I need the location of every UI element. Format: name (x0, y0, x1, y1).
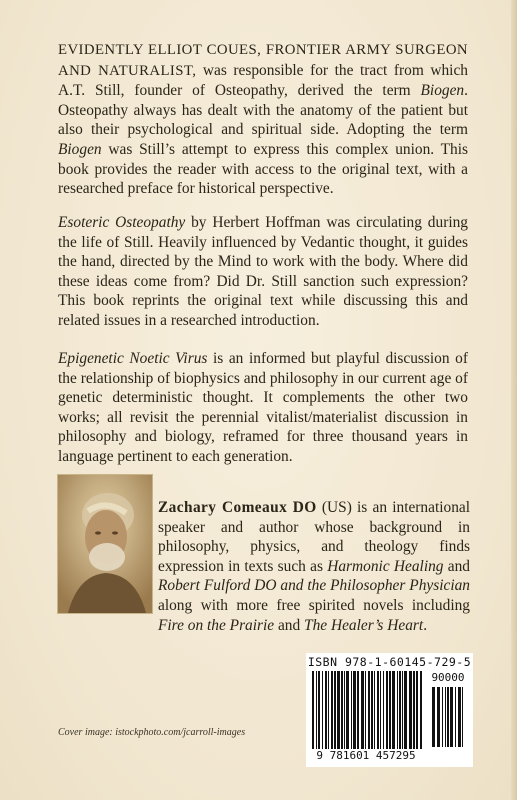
book-robert-fulford: Robert Fulford DO and the Philosopher Physician (158, 577, 470, 595)
barcode-bar (351, 671, 352, 749)
barcode-bar (328, 671, 329, 749)
term-biogen-2: Biogen (58, 140, 102, 158)
barcode-bar (402, 671, 403, 749)
bio-text-a: (US) is an international speaker and author whose background in philosophy, physics, and theology finds expression in texts such as (158, 499, 471, 575)
barcode-bar (312, 671, 314, 749)
bio-end: . (423, 616, 428, 634)
description-paragraph-3 (58, 349, 468, 467)
barcode-bar (437, 687, 440, 747)
barcode-bar (380, 671, 381, 749)
barcode-bar (337, 671, 340, 749)
barcode-bar (416, 671, 418, 749)
author-name: Zachary Comeaux DO (158, 499, 317, 516)
barcode-bar (361, 671, 364, 749)
barcode-bar (371, 671, 373, 749)
barcode-bar (365, 671, 366, 749)
bio-text-b: along with more free spirited novels including (158, 596, 470, 614)
term-biogen-1: Biogen (420, 82, 465, 100)
barcode-bar (409, 671, 412, 749)
paragraph1-text-c: was Still’s attempt to express this complex union. This book provides the reader with access to the original text, with a researched preface for historical perspective. (58, 140, 468, 198)
barcode-bar (442, 687, 443, 747)
barcode-bar (445, 687, 446, 747)
isbn-label: ISBN 978-1-60145-729-5 (307, 655, 472, 669)
barcode-bar (325, 671, 327, 749)
barcode-bar (404, 671, 407, 749)
book-title-esoteric-osteopathy: Esoteric Osteopathy (58, 214, 186, 231)
barcode-bar (447, 687, 449, 747)
barcode-bar (346, 671, 349, 749)
barcode-bar (397, 671, 398, 749)
barcode-bar (413, 671, 415, 749)
barcode-bar (383, 671, 384, 749)
isbn-barcode (306, 653, 473, 767)
lead-in-caps: EVIDENTLY ELLIOT COUES, FRONTIER ARMY SURGEON AND NATURALIST, (58, 42, 468, 79)
description-paragraph-2 (58, 213, 468, 331)
barcode-bar (458, 687, 461, 747)
barcode-bar (334, 671, 336, 749)
barcode-bar (386, 671, 388, 749)
barcode-bar (392, 671, 395, 749)
spine-edge (511, 0, 517, 800)
bio-and-2: and (274, 616, 305, 634)
paragraph1-text-a: was responsible for the tract from which A.T. Still, founder of Osteopathy, derived the term (58, 61, 468, 100)
barcode-bar (357, 671, 359, 749)
barcode-bars (312, 671, 428, 749)
book-title-epigenetic-noetic-virus: Epigenetic Noetic Virus (58, 350, 208, 367)
barcode-bar (462, 687, 463, 747)
barcode-bar (331, 671, 333, 749)
price-code-bars (432, 687, 466, 749)
description-paragraph-1 (58, 40, 468, 199)
barcode-bar (344, 671, 345, 749)
bio-and-1: and (443, 557, 470, 575)
barcode-bar (377, 671, 379, 749)
barcode-bar (318, 671, 320, 749)
barcode-bar (316, 671, 317, 749)
paragraph2-text: by Herbert Hoffman was circulating during the life of Still. Heavily influenced by Vedantic thought, it guides the hand, directed by the Mind to work with the body. Where did these ideas come from? Did Dr. Still sanction such expression? This book reprints the original text while discussing this and related issues in a researched introduction. (58, 214, 468, 329)
barcode-bar (353, 671, 356, 749)
barcode-bar (374, 671, 375, 749)
author-photo (57, 474, 153, 614)
cover-image-credit: Cover image: istockphoto.com/jcarroll-images (58, 727, 246, 738)
paragraph1-text-b: . Osteopathy always has dealt with the anatomy of the patient but also their psychological and spiritual side. Adopting the term (58, 82, 468, 139)
barcode-digits: 9 781601 457295 (316, 749, 416, 762)
barcode-bar (432, 687, 435, 747)
author-bio-first-lines (158, 498, 470, 635)
book-harmonic-healing: Harmonic Healing (327, 557, 444, 575)
barcode-bar (399, 671, 401, 749)
barcode-bar (341, 671, 343, 749)
book-healers-heart: The Healer’s Heart (304, 616, 424, 634)
paragraph3-text: is an informed but playful discussion of the relationship of biophysics and philosophy in our current age of genetic deterministic thought. It complements the other two works; all revisit the perennial vitalist/materialist discussion in philosophy and biology, reframed for three thousand years in language pertinent to each generation. (58, 350, 468, 465)
barcode-bar (450, 687, 453, 747)
barcode-bar (368, 671, 370, 749)
price-code-digits: 90000 (431, 671, 465, 684)
barcode-bar (389, 671, 391, 749)
barcode-bar (420, 671, 422, 749)
author-portrait-illustration (58, 475, 152, 613)
barcode-bar (322, 671, 323, 749)
barcode-bar (455, 687, 456, 747)
book-fire-on-the-prairie: Fire on the Prairie (158, 616, 275, 634)
